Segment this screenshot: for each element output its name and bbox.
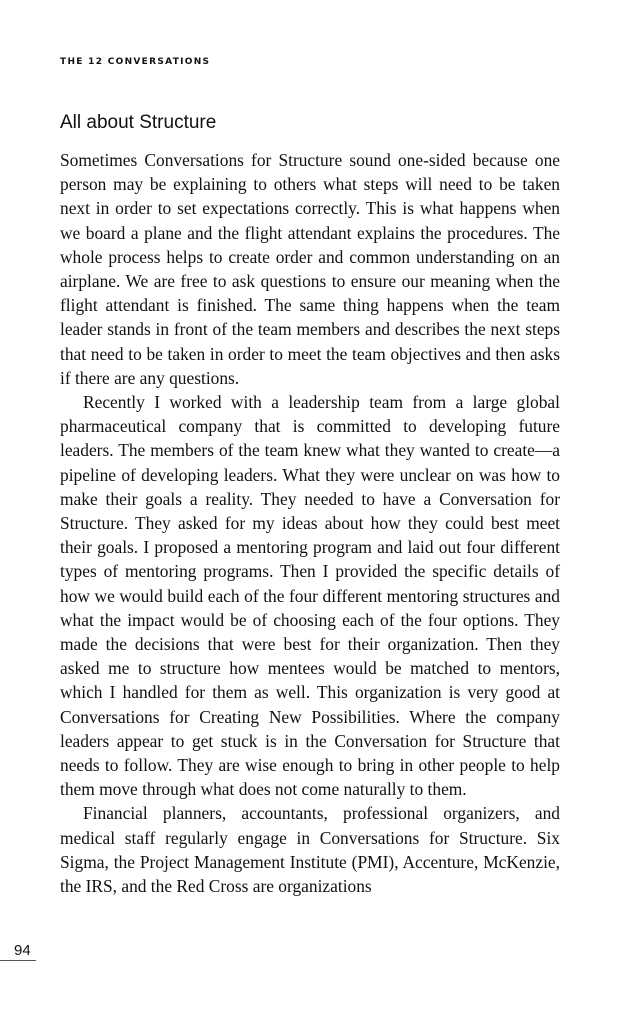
paragraph-2: Recently I worked with a leadership team from a large global pharmaceutical company that is committed to developing future leaders. The members of the team knew what they wanted to create—a pipeline of developing leaders. What they were unclear on was how to make their goals a reality. They needed to have a Conversation for Structure. They asked for my ideas about how they could best meet their goals. I proposed a mentoring program and laid out four different types of mentoring programs. Then I provided the specific details of how we would build each of the four different mentoring structures and what the impact would be of choosing each of the four options. They made the decisions that were best for their organization. Then they asked me to structure how mentees would be matched to mentors, which I handled for them as well. This organization is very good at Conversations for Creating New Possibilities. Where the company leaders appear to get stuck is in the Conversation for Structure that needs to follow. They are wise enough to bring in other people to help them move through what does not come naturally to them. bbox=[60, 392, 560, 800]
running-head: THE 12 CONVERSATIONS bbox=[60, 57, 211, 67]
paragraph-3: Financial planners, accountants, professional organizers, and medical staff regularly engage in Conversations for Structure. Six Sigma, the Project Management Institute (PMI), Accenture, McKenzie, the IRS, and the Red Cross are organizations bbox=[60, 803, 560, 897]
paragraph-1: Sometimes Conversations for Structure sound one-sided because one person may be explaining to others what steps will need to be taken next in order to set expectations correctly. This is what happens when we board a plane and the flight attendant explains the procedures. The whole process helps to create order and common understanding on an airplane. We are free to ask questions to ensure our meaning when the flight attendant is finished. The same thing happens when the team leader stands in front of the team members and describes the next steps that need to be taken in order to meet the team objectives and then asks if there are any questions. bbox=[60, 150, 560, 388]
body-text bbox=[60, 148, 560, 898]
section-heading: All about Structure bbox=[60, 112, 217, 133]
page-number: 94 bbox=[0, 942, 36, 961]
